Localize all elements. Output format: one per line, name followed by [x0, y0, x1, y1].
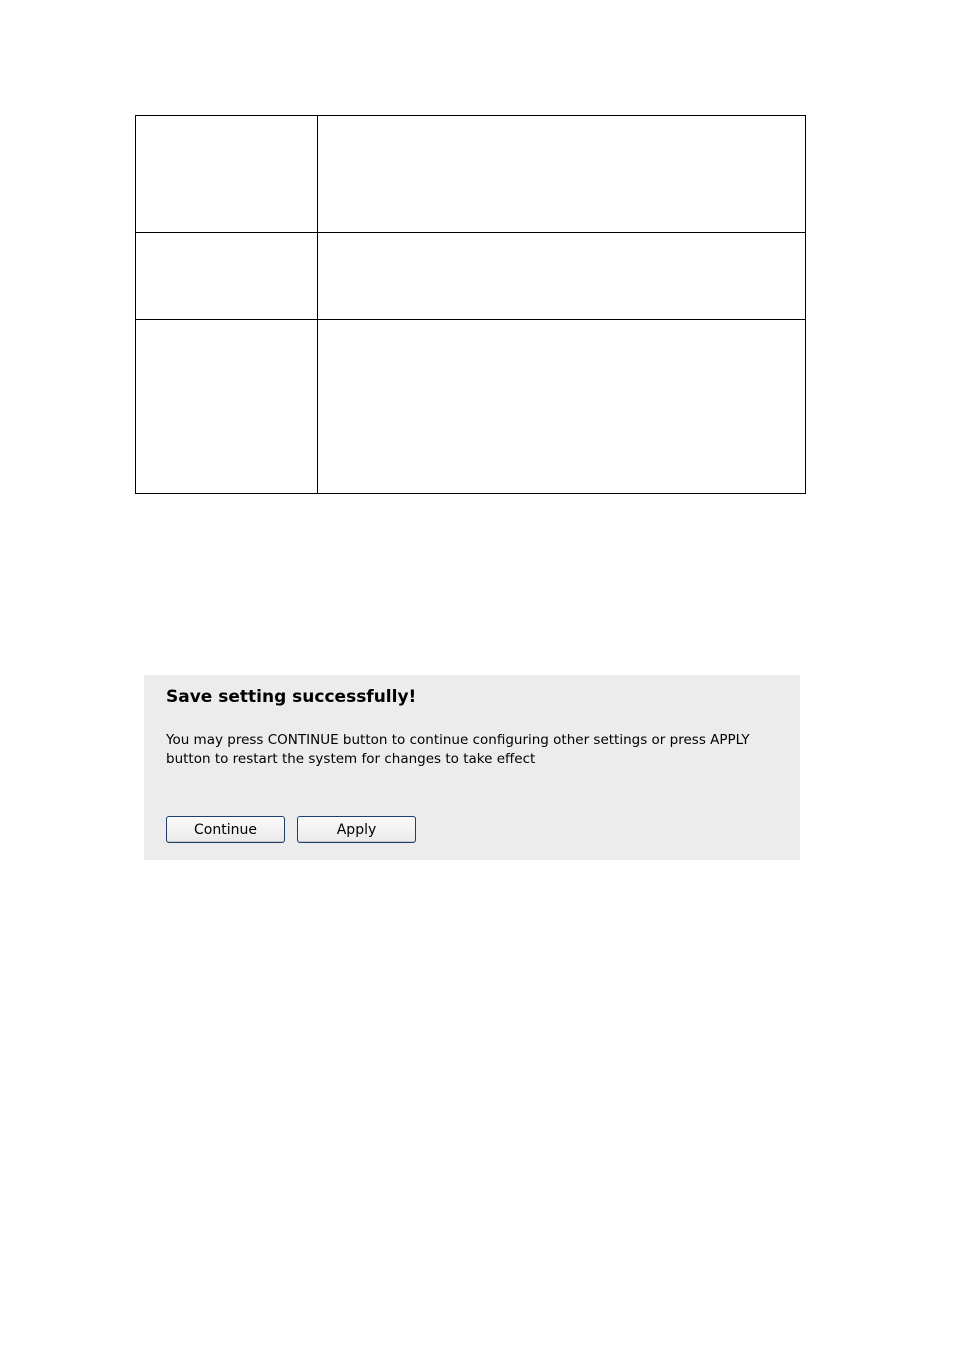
table-row: [136, 116, 806, 233]
table-cell-label: [136, 233, 318, 320]
table-cell-label: [136, 116, 318, 233]
table-cell-description: [318, 116, 806, 233]
apply-button[interactable]: Apply: [297, 816, 416, 843]
save-success-panel: [144, 675, 800, 860]
table-cell-label: [136, 320, 318, 494]
table-cell-description: [318, 320, 806, 494]
button-row: [166, 816, 416, 843]
continue-button[interactable]: Continue: [166, 816, 285, 843]
save-success-message: You may press CONTINUE button to continue configuring other settings or press APPLY button to restart the system for changes to take effect: [166, 732, 750, 767]
table-row: [136, 320, 806, 494]
save-success-title: Save setting successfully!: [166, 687, 417, 707]
table-row: [136, 233, 806, 320]
document-table: [135, 115, 806, 494]
table-cell-description: [318, 233, 806, 320]
